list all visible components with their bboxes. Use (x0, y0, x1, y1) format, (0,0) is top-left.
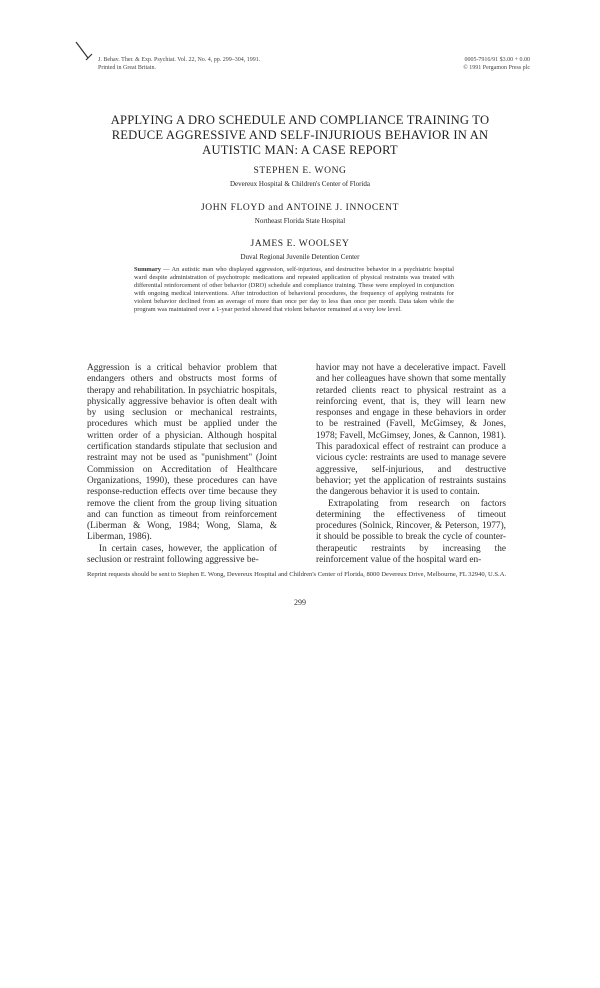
journal-copyright-line2: © 1991 Pergamon Press plc (463, 65, 530, 71)
author-affiliation: Devereux Hospital & Children's Center of Florida (229, 180, 371, 188)
body-paragraph: Extrapolating from research on factors determining the effectiveness of timeout procedures (Solnick, Rincover, & Peterson, 1977), it should be possible to break the cycle of counter-therapeutic restraints by increasing the reinforcement value of the hospital ward en- (316, 498, 506, 566)
page-number: 299 (294, 598, 306, 607)
body-paragraph: Aggression is a critical behavior problem that endangers others and obstructs most forms of therapy and rehabilitation. In psychiatric hospitals, physically aggressive behavior is often dealt with by using seclusion or mechanical restraints, procedures which must be applied under the written order of a physician. Although hospital certification standards stipulate that seclusion and restraint may not be used as "punishment" (Joint Commission on Accreditation of Healthcare Organizations, 1990), these procedures can have response-reduction effects over time because they remove the client from the group living situation and can function as timeout from reinforcement (Liberman & Wong, 1984; Wong, Slama, & Liberman, 1986). (87, 363, 277, 543)
author-name: JAMES E. WOOLSEY (250, 239, 350, 249)
summary-abstract (134, 266, 454, 315)
journal-copyright-line1: 0005-7916/91 $3.00 + 0.00 (464, 57, 530, 63)
reprint-footnote: Reprint requests should be sent to Stephen E. Wong, Devereux Hospital and Children's Center of Florida, 8000 Devereux Drive, Melbourne, FL 32940, U.S.A. (87, 571, 507, 578)
summary-text: — An autistic man who displayed aggression, self-injurious, and destructive behavior in a psychiatric hospital ward despite administration of psychotropic medications and repeated application of physical restraints was treated with differential reinforcement of other behavior (DRO) schedule and compliance training. These were employed in conjunction with ongoing medical interventions. After introduction of behavioral procedures, the frequency of applying restraints for violent behavior declined from an average of more than once per day to less than once per month. Data taken while the program was maintained over a 1-year period showed that violent behavior remained at a very low level. (134, 266, 454, 314)
body-right-column (316, 363, 506, 566)
journal-citation-line1: J. Behav. Ther. & Exp. Psychiat. Vol. 22, No. 4, pp. 299–304, 1991. (98, 57, 261, 63)
summary-label: Summary (134, 266, 161, 273)
author-name: STEPHEN E. WONG (253, 166, 347, 176)
body-paragraph: havior may not have a decelerative impact. Favell and her colleagues have shown that some mentally retarded clients react to physical restraint as a reinforcing event, that is, they will learn new responses and engage in these behaviors in order to be restrained (Favell, McGimsey, & Jones, 1978; Favell, McGimsey, Jones, & Cannon, 1981). This paradoxical effect of restraint can produce a vicious cycle: restraints are used to manage severe aggressive, self-injurious, and destructive behavior; yet the application of restraints sustains the dangerous behavior it is used to contain. (316, 363, 506, 498)
body-paragraph: In certain cases, however, the application of seclusion or restraint following aggressive be- (87, 543, 277, 566)
scan-mark-icon (74, 40, 94, 64)
journal-citation (98, 56, 298, 72)
paper-title: APPLYING A DRO SCHEDULE AND COMPLIANCE TRAINING TO REDUCE AGGRESSIVE AND SELF-INJURIOUS BEHAVIOR IN AN AUTISTIC MAN: A CASE REPORT (110, 113, 490, 157)
body-left-column (87, 363, 277, 566)
author-name: JOHN FLOYD and ANTOINE J. INNOCENT (200, 203, 400, 213)
author-affiliation: Duval Regional Juvenile Detention Center (240, 253, 360, 261)
author-affiliation: Northeast Florida State Hospital (254, 217, 346, 225)
journal-citation-line2: Printed in Great Britain. (98, 65, 156, 71)
journal-copyright (420, 56, 530, 72)
